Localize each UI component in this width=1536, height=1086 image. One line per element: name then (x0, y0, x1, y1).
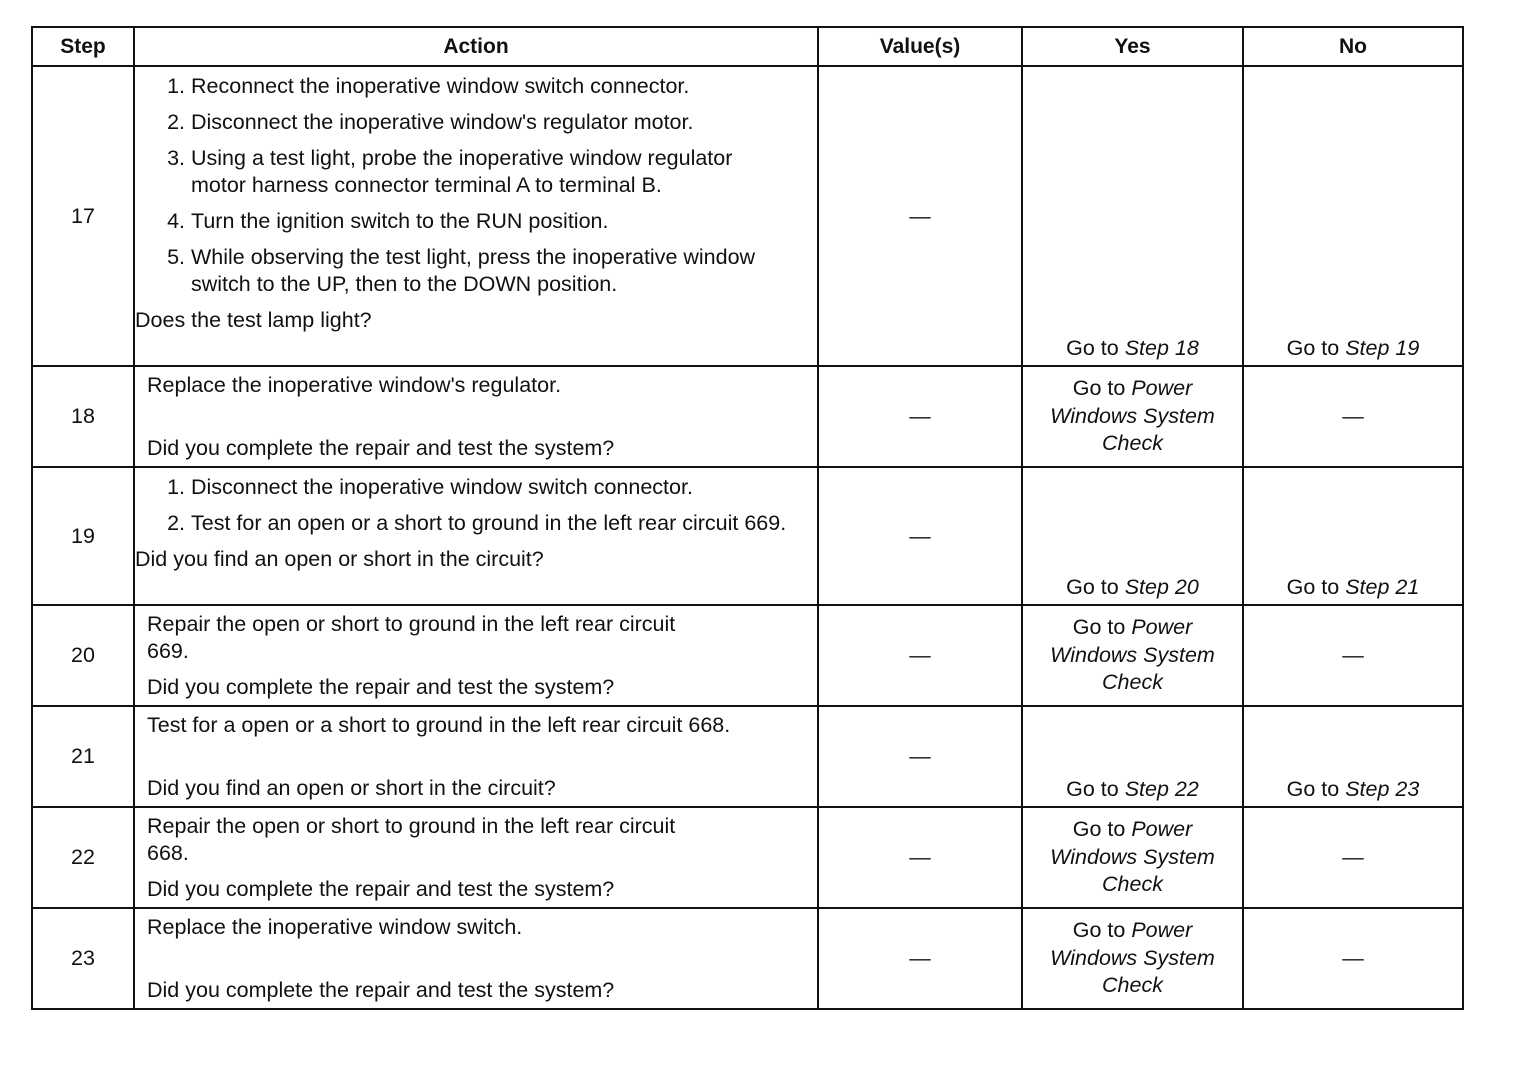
value-cell: — (818, 807, 1022, 908)
yes-prefix: Go to (1072, 918, 1126, 943)
value-cell: — (818, 706, 1022, 807)
yes-cell (1022, 366, 1243, 467)
action-question: Did you complete the repair and test the system? (147, 436, 615, 460)
no-cell: — (1243, 807, 1463, 908)
value-cell: — (818, 66, 1022, 366)
action-question: Did you complete the repair and test the system? (147, 877, 615, 901)
header-action: Action (134, 27, 818, 66)
yes-cell (1022, 807, 1243, 908)
yes-prefix: Go to (1066, 575, 1119, 599)
action-question: Did you find an open or short in the circuit? (135, 547, 544, 571)
table-row (32, 807, 1463, 908)
list-item: 1. Disconnect the inoperative window switch connector. (191, 474, 817, 501)
value-cell: — (818, 366, 1022, 467)
diagnostic-table (31, 26, 1464, 1010)
yes-cell (1022, 605, 1243, 706)
yes-link[interactable]: Power Windows System Check (1050, 615, 1215, 695)
no-prefix: Go to (1286, 336, 1340, 360)
value-cell: — (818, 467, 1022, 605)
action-cell (134, 605, 818, 706)
step-number: 20 (32, 605, 134, 706)
yes-cell (1022, 908, 1243, 1009)
no-cell (1243, 706, 1463, 807)
no-link[interactable]: Step 19 (1345, 336, 1420, 360)
action-cell (134, 366, 818, 467)
action-cell (134, 706, 818, 807)
step-number: 22 (32, 807, 134, 908)
step-number: 19 (32, 467, 134, 605)
yes-cell (1022, 706, 1243, 807)
list-item: 2. Test for an open or a short to ground in the left rear circuit 669. (191, 510, 817, 537)
yes-prefix: Go to (1066, 777, 1119, 801)
step-number: 23 (32, 908, 134, 1009)
no-cell (1243, 467, 1463, 605)
yes-cell (1022, 467, 1243, 605)
table-row (32, 605, 1463, 706)
step-number: 18 (32, 366, 134, 467)
list-item: 2. Disconnect the inoperative window's regulator motor. (191, 109, 817, 136)
header-values: Value(s) (818, 27, 1022, 66)
list-item: 5. While observing the test light, press the inoperative window switch to the UP, then to the DOWN position. (191, 244, 817, 298)
yes-link[interactable]: Power Windows System Check (1050, 376, 1215, 456)
yes-link[interactable]: Step 22 (1124, 777, 1199, 801)
yes-link[interactable]: Power Windows System Check (1050, 817, 1215, 897)
action-cell (134, 66, 818, 366)
no-cell: — (1243, 908, 1463, 1009)
list-item: 4. Turn the ignition switch to the RUN position. (191, 208, 817, 235)
table-row (32, 706, 1463, 807)
header-row (32, 27, 1463, 66)
action-steps (135, 73, 817, 298)
action-cell (134, 908, 818, 1009)
header-step: Step (32, 27, 134, 66)
header-no: No (1243, 27, 1463, 66)
action-question: Did you complete the repair and test the system? (147, 978, 615, 1002)
action-text: Replace the inoperative window switch. (147, 915, 523, 939)
step-number: 17 (32, 66, 134, 366)
no-prefix: Go to (1286, 575, 1340, 599)
step-number: 21 (32, 706, 134, 807)
no-prefix: Go to (1286, 777, 1340, 801)
value-cell: — (818, 908, 1022, 1009)
yes-cell (1022, 66, 1243, 366)
yes-prefix: Go to (1072, 376, 1126, 401)
no-cell: — (1243, 605, 1463, 706)
list-item: 3. Using a test light, probe the inoperative window regulator motor harness connector terminal A to terminal B. (191, 145, 817, 199)
table-row (32, 66, 1463, 366)
yes-link[interactable]: Power Windows System Check (1050, 918, 1215, 998)
header-yes: Yes (1022, 27, 1243, 66)
no-cell: — (1243, 366, 1463, 467)
table-row (32, 908, 1463, 1009)
no-link[interactable]: Step 23 (1345, 777, 1420, 801)
action-text: Test for a open or a short to ground in the left rear circuit 668. (147, 713, 731, 737)
action-question: Did you complete the repair and test the system? (147, 675, 615, 699)
value-cell: — (818, 605, 1022, 706)
no-cell (1243, 66, 1463, 366)
action-text: Replace the inoperative window's regulator. (147, 373, 562, 397)
action-cell (134, 807, 818, 908)
yes-link[interactable]: Step 18 (1124, 336, 1199, 360)
action-cell (134, 467, 818, 605)
action-steps (135, 474, 817, 537)
no-link[interactable]: Step 21 (1345, 575, 1420, 599)
action-question: Did you find an open or short in the circuit? (147, 776, 556, 800)
yes-prefix: Go to (1072, 615, 1126, 640)
table-row (32, 366, 1463, 467)
yes-prefix: Go to (1066, 336, 1119, 360)
action-question: Does the test lamp light? (135, 308, 372, 332)
action-text: Repair the open or short to ground in the left rear circuit 669. (147, 612, 676, 663)
action-text: Repair the open or short to ground in the left rear circuit 668. (147, 814, 676, 865)
list-item: 1. Reconnect the inoperative window switch connector. (191, 73, 817, 100)
yes-link[interactable]: Step 20 (1124, 575, 1199, 599)
yes-prefix: Go to (1072, 817, 1126, 842)
table-row (32, 467, 1463, 605)
